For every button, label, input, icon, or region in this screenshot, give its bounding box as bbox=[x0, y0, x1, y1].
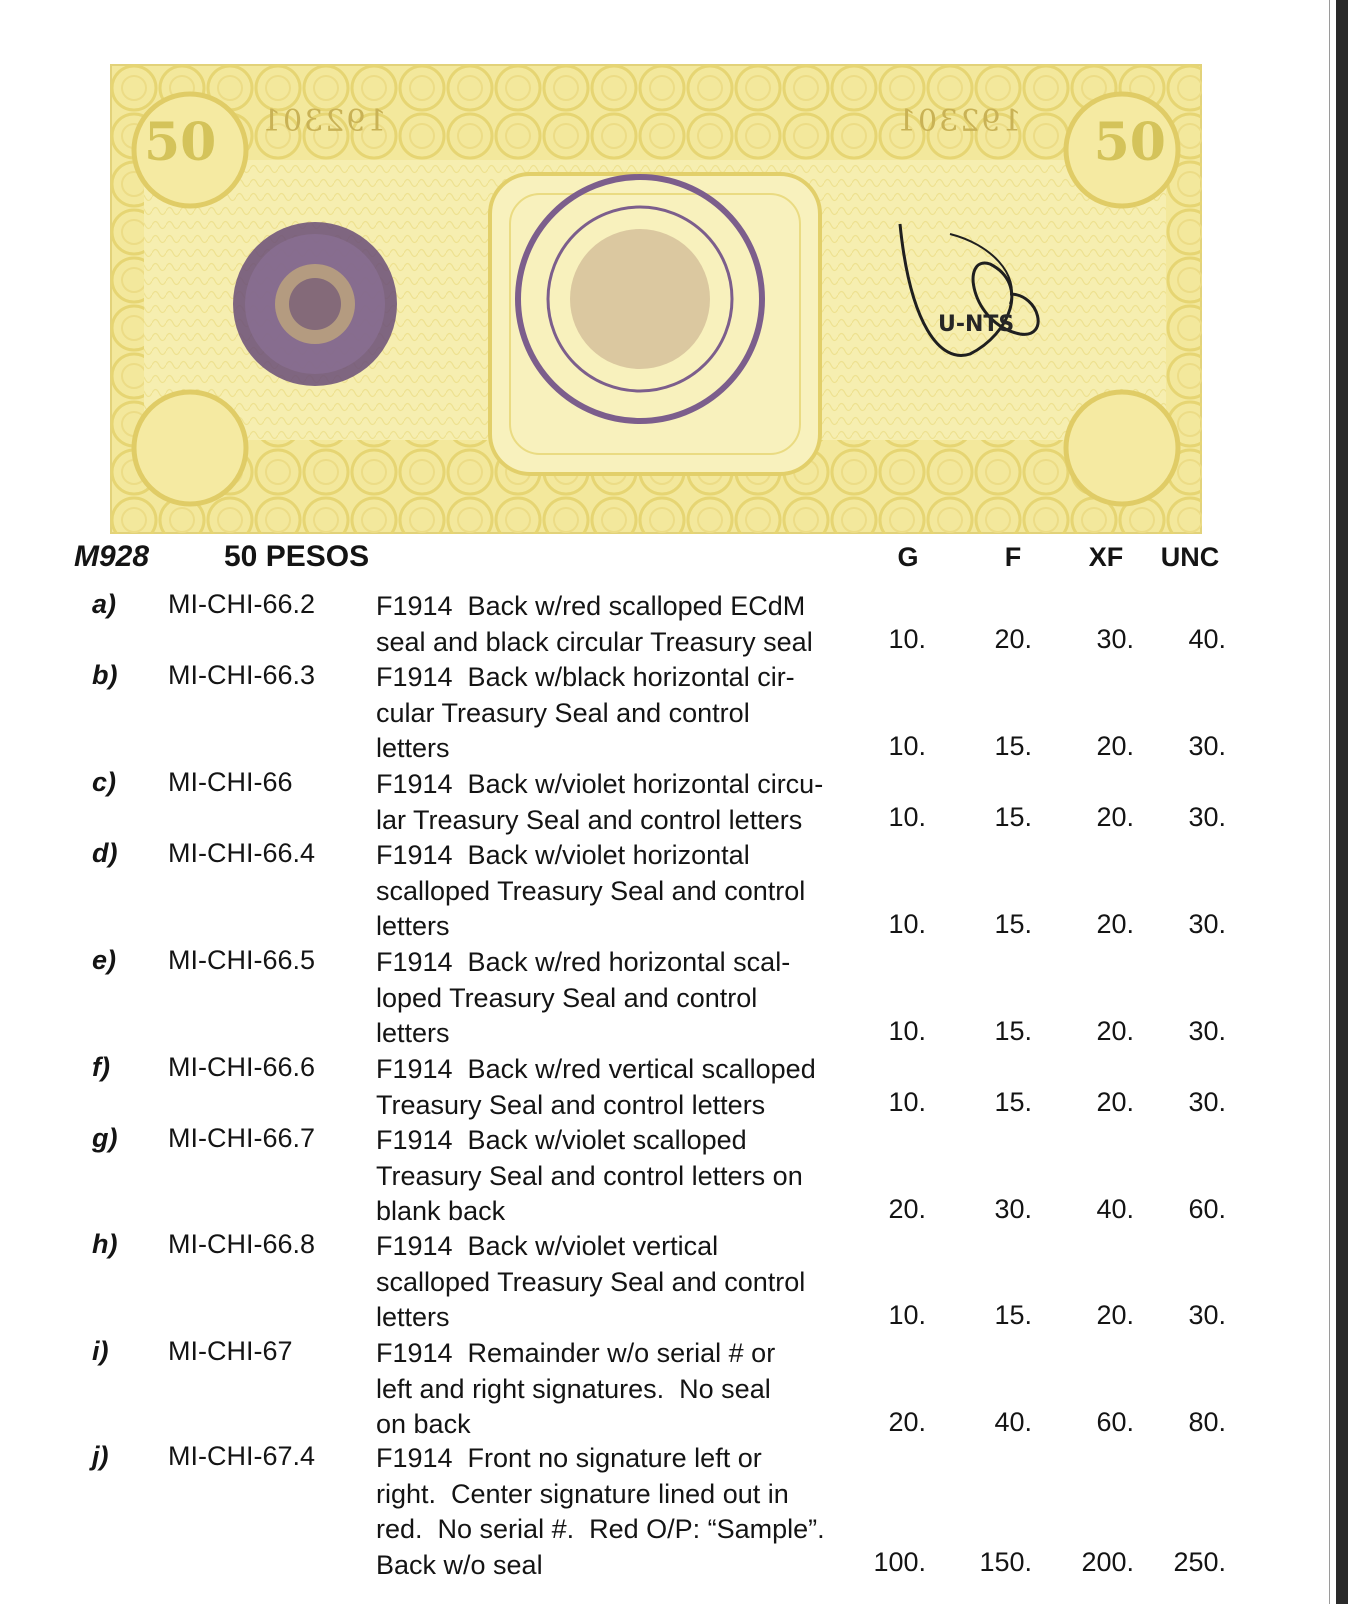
price-unc: 250. bbox=[1173, 1547, 1226, 1577]
variety-description: F1914 Back w/violet vertical scalloped Treasury Seal and control letters bbox=[376, 1231, 806, 1332]
price-g: 20. bbox=[888, 1194, 926, 1224]
variety-description: F1914 Front no signature left or right. Center signature lined out in red. No serial #. Red O/P: “Sample”. Back w/o seal bbox=[376, 1443, 825, 1580]
price-g: 10. bbox=[888, 624, 926, 654]
price-g: 10. bbox=[888, 1087, 926, 1117]
variety-letter: e) bbox=[92, 945, 117, 975]
catalog-id: MI-CHI-66.7 bbox=[168, 1123, 316, 1153]
variety-letter: d) bbox=[92, 838, 118, 868]
catalog-id: MI-CHI-66 bbox=[168, 767, 293, 797]
price-unc: 40. bbox=[1188, 624, 1226, 654]
price-f: 40. bbox=[994, 1407, 1032, 1437]
variety-letter: f) bbox=[92, 1052, 110, 1082]
catalog-id: MI-CHI-66.3 bbox=[168, 660, 316, 690]
price-g: 10. bbox=[888, 1300, 926, 1330]
variety-description: F1914 Back w/red vertical scalloped Treasury Seal and control letters bbox=[376, 1054, 816, 1120]
variety-description: F1914 Back w/violet horizontal scalloped Treasury Seal and control letters bbox=[376, 840, 806, 941]
variety-description: F1914 Back w/violet scalloped Treasury Seal and control letters on blank back bbox=[376, 1125, 803, 1226]
price-xf: 30. bbox=[1096, 624, 1134, 654]
price-xf: 20. bbox=[1096, 909, 1134, 939]
price-xf: 200. bbox=[1081, 1547, 1134, 1577]
variety-letter: c) bbox=[92, 767, 117, 797]
serial-number-left: 192301 bbox=[260, 104, 387, 139]
note-title: 50 PESOS bbox=[224, 540, 370, 573]
catalog-id: MI-CHI-66.5 bbox=[168, 945, 316, 975]
catalog-id: MI-CHI-67 bbox=[168, 1336, 293, 1366]
denomination-left: 50 bbox=[144, 112, 217, 173]
price-f: 20. bbox=[994, 624, 1032, 654]
price-xf: 20. bbox=[1096, 1087, 1134, 1117]
catalog-id: MI-CHI-66.4 bbox=[168, 838, 316, 868]
price-xf: 60. bbox=[1096, 1407, 1134, 1437]
corner-medallion-bl bbox=[134, 392, 246, 504]
page-binding-edge bbox=[1336, 0, 1348, 1604]
variety-description: F1914 Back w/violet horizontal circu- lar Treasury Seal and control letters bbox=[376, 769, 824, 835]
price-g: 10. bbox=[888, 1016, 926, 1046]
catalog-number: M928 bbox=[74, 540, 150, 573]
variety-description: F1914 Back w/black horizontal cir- cular Treasury Seal and control letters bbox=[376, 662, 795, 763]
price-f: 15. bbox=[994, 909, 1032, 939]
price-f: 30. bbox=[994, 1194, 1032, 1224]
price-unc: 30. bbox=[1188, 731, 1226, 761]
variety-letter: a) bbox=[92, 589, 117, 619]
price-unc: 30. bbox=[1188, 802, 1226, 832]
price-g: 20. bbox=[888, 1407, 926, 1437]
price-f: 15. bbox=[994, 802, 1032, 832]
corner-medallion-br bbox=[1066, 392, 1178, 504]
price-g: 10. bbox=[888, 909, 926, 939]
price-unc: 30. bbox=[1188, 1300, 1226, 1330]
price-unc: 60. bbox=[1188, 1194, 1226, 1224]
price-xf: 40. bbox=[1096, 1194, 1134, 1224]
price-g: 100. bbox=[873, 1547, 926, 1577]
price-f: 15. bbox=[994, 1087, 1032, 1117]
price-unc: 30. bbox=[1188, 1016, 1226, 1046]
catalog-id: MI-CHI-66.2 bbox=[168, 589, 316, 619]
price-xf: 20. bbox=[1096, 1016, 1134, 1046]
banknote-back-image bbox=[110, 64, 1202, 534]
grade-header-g: G bbox=[897, 542, 919, 572]
variety-letter: j) bbox=[92, 1441, 109, 1471]
price-f: 15. bbox=[994, 731, 1032, 761]
catalog-id: MI-CHI-67.4 bbox=[168, 1441, 316, 1471]
control-letters: U-NTS bbox=[938, 312, 1015, 337]
price-f: 15. bbox=[994, 1016, 1032, 1046]
variety-description: F1914 Back w/red horizontal scal- loped Treasury Seal and control letters bbox=[376, 947, 791, 1048]
catalog-id: MI-CHI-66.6 bbox=[168, 1052, 316, 1082]
variety-letter: g) bbox=[92, 1123, 118, 1153]
left-treasury-seal bbox=[233, 222, 397, 386]
serial-number-right: 192301 bbox=[895, 104, 1022, 139]
price-f: 15. bbox=[994, 1300, 1032, 1330]
variety-letter: b) bbox=[92, 660, 118, 690]
grade-header-unc: UNC bbox=[1160, 542, 1220, 572]
price-xf: 20. bbox=[1096, 1300, 1134, 1330]
grade-header-xf: XF bbox=[1088, 542, 1124, 572]
price-xf: 20. bbox=[1096, 731, 1134, 761]
price-xf: 20. bbox=[1096, 802, 1134, 832]
price-unc: 80. bbox=[1188, 1407, 1226, 1437]
price-unc: 30. bbox=[1188, 1087, 1226, 1117]
variety-letter: i) bbox=[92, 1336, 109, 1366]
price-g: 10. bbox=[888, 731, 926, 761]
catalog-id: MI-CHI-66.8 bbox=[168, 1229, 316, 1259]
grade-header-f: F bbox=[1004, 542, 1022, 572]
price-f: 150. bbox=[979, 1547, 1032, 1577]
variety-description: F1914 Back w/red scalloped ECdM seal and black circular Treasury seal bbox=[376, 591, 813, 657]
price-unc: 30. bbox=[1188, 909, 1226, 939]
denomination-right: 50 bbox=[1093, 112, 1166, 173]
variety-letter: h) bbox=[92, 1229, 118, 1259]
page-edge-line bbox=[1329, 0, 1330, 1604]
price-g: 10. bbox=[888, 802, 926, 832]
variety-description: F1914 Remainder w/o serial # or left and right signatures. No seal on back bbox=[376, 1338, 776, 1439]
